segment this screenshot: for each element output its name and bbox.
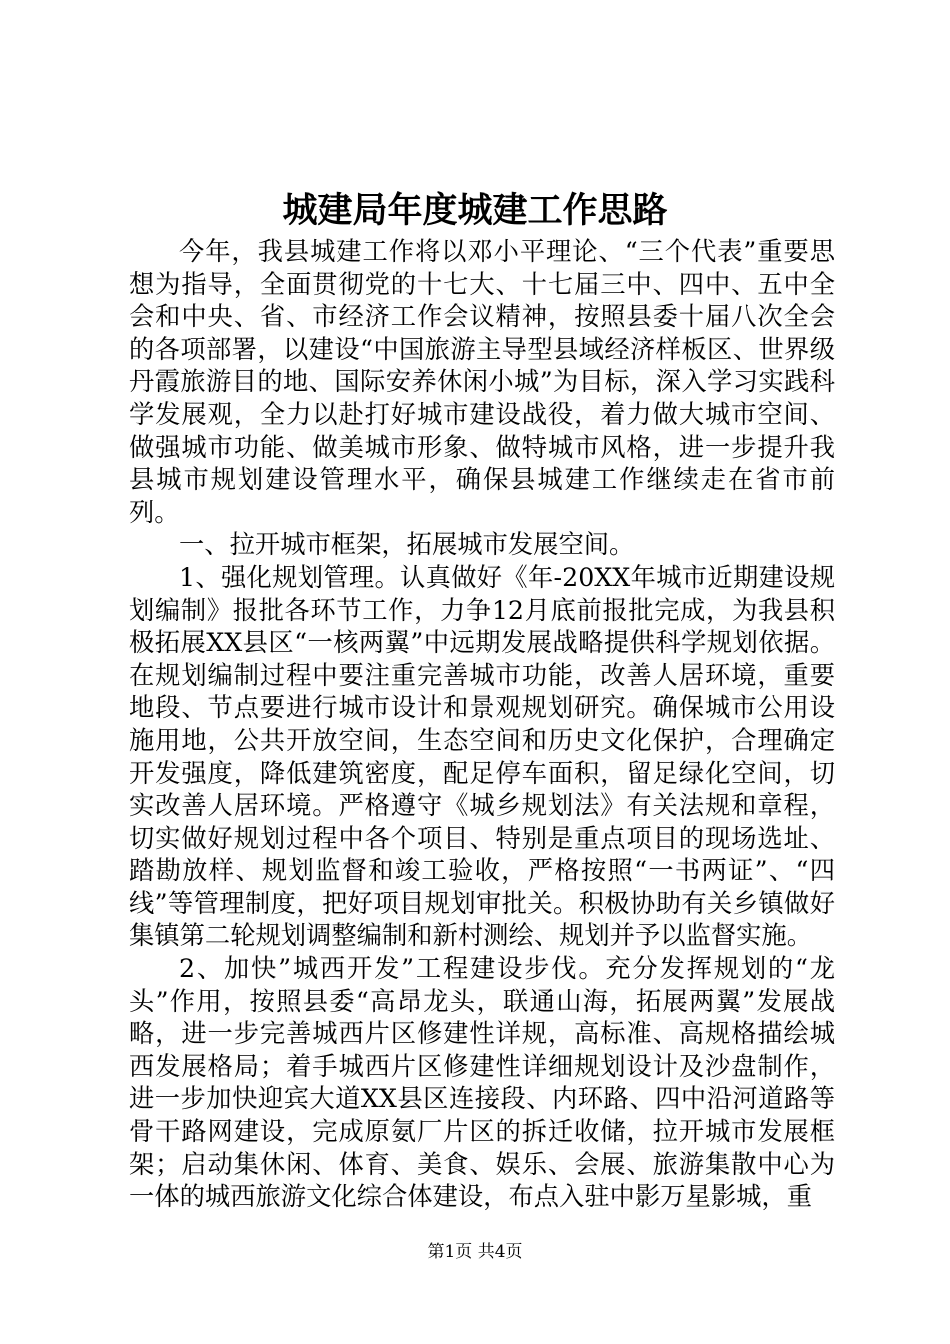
- document-title: 城建局年度城建工作思路: [282, 190, 668, 231]
- paragraph-intro: 今年，我县城建工作将以邓小平理论、“三个代表”重要思想为指导，全面贯彻党的十七大、十七届三中、四中、五中全会和中央、省、市经济工作会议精神，按照县委十届八次全会的各项部署，以建设“中国旅游主导型县域经济样板区、世界级丹霞旅游目的地、国际安养休闲小城”为目标，深入学习实践科学发展观，全力以赴打好城市建设战役，着力做大城市空间、做强城市功能、做美城市形象、做特城市风格，进一步提升我县城市规划建设管理水平，确保县城建工作继续走在省市前列。: [129, 237, 835, 527]
- document-body: [129, 236, 835, 1214]
- paragraph-west-development: 2、加快”城西开发”工程建设步伐。充分发挥规划的“龙头”作用，按照县委“高昂龙头，联通山海，拓展两翼”发展战略，进一步完善城西片区修建性详规，高标准、高规格描绘城西发展格局；着手城西片区修建性详细规划设计及沙盘制作，进一步加快迎宾大道XX县区连接段、内环路、四中沿河道路等骨干路网建设，完成原氨厂片区的拆迁收储，拉开城市发展框架；启动集休闲、体育、美食、娱乐、会展、旅游集散中心为一体的城西旅游文化综合体建设，布点入驻中影万星影城，重: [129, 954, 835, 1212]
- paragraph-planning-management: 1、强化规划管理。认真做好《年-20XX年城市近期建设规划编制》报批各环节工作，力争12月底前报批完成，为我县积极拓展XX县区“一核两翼”中远期发展战略提供科学规划依据。在规划编制过程中要注重完善城市功能，改善人居环境，重要地段、节点要进行城市设计和景观规划研究。确保城市公用设施用地，公共开放空间，生态空间和历史文化保护，合理确定开发强度，降低建筑密度，配足停车面积，留足绿化空间，切实改善人居环境。严格遵守《城乡规划法》有关法规和章程，切实做好规划过程中各个项目、特别是重点项目的现场选址、踏勘放样、规划监督和竣工验收，严格按照“一书两证”、“四线”等管理制度，把好项目规划审批关。积极协助有关乡镇做好集镇第二轮规划调整编制和新村测绘、规划并予以监督实施。: [129, 562, 835, 951]
- section-heading-1: 一、拉开城市框架，拓展城市发展空间。: [179, 530, 635, 560]
- page-number: 第1页 共4页: [427, 1242, 523, 1262]
